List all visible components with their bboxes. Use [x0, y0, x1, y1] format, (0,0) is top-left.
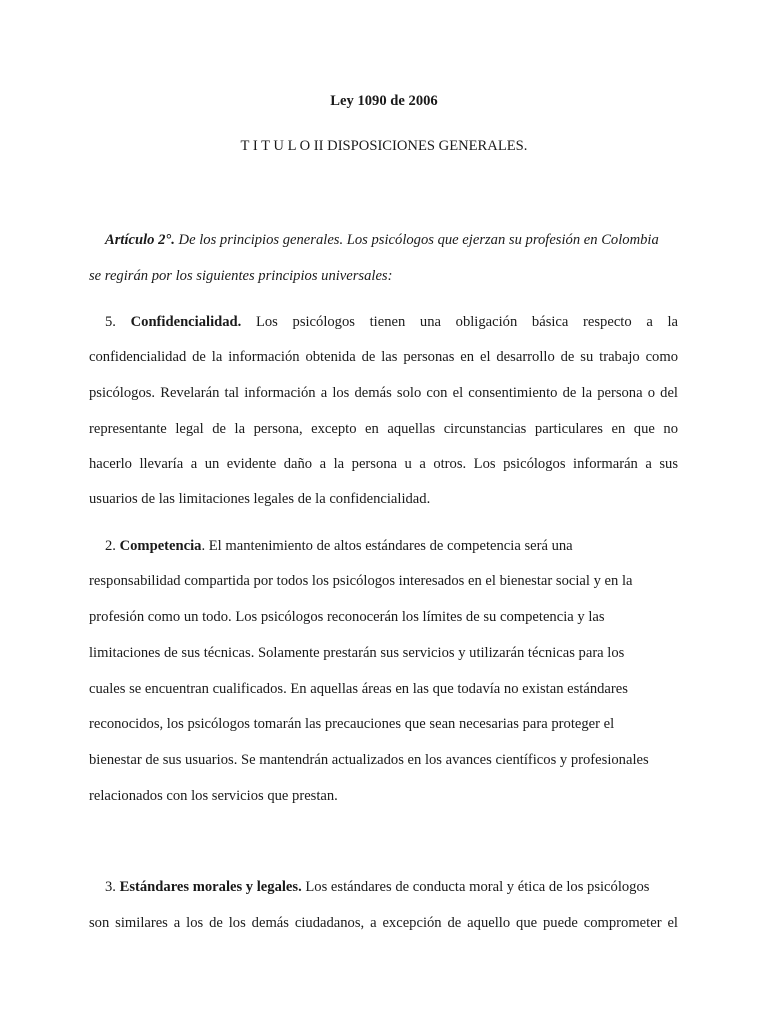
section-text-line: son similares a los de los demás ciudadanos, a excepción de aquello que puede comprometer el: [89, 915, 678, 931]
section-text-line: cuales se encuentran cualificados. En aquellas áreas en las que todavía no existan estándares: [89, 681, 628, 697]
section-text-line: profesión como un todo. Los psicólogos reconocerán los límites de su competencia y las: [89, 609, 605, 625]
article-line-2: se regirán por los siguientes principios universales:: [89, 268, 393, 284]
article-text: De los principios generales. Los psicólogos que ejerzan su profesión en Colombia: [174, 232, 659, 248]
section-number: 5.: [105, 314, 131, 330]
section-number: 3.: [105, 879, 120, 895]
section-text-line: hacerlo llevaría a un evidente daño a la persona u a otros. Los psicólogos informarán a sus: [89, 456, 678, 472]
article-heading: Artículo 2°.: [105, 232, 175, 248]
section-text-line: representante legal de la persona, excepto en aquellas circunstancias particulares en que no: [89, 421, 678, 437]
section-number: 2.: [105, 538, 120, 554]
section-text-line: bienestar de sus usuarios. Se mantendrán actualizados en los avances científicos y profesionales: [89, 752, 649, 768]
section-estandares-line-1: 3. Estándares morales y legales. Los estándares de conducta moral y ética de los psicólogos: [105, 879, 650, 895]
section-confidencialidad-line-1: 5. Confidencialidad. Los psicólogos tienen una obligación básica respecto a la: [105, 314, 678, 330]
section-text-line: reconocidos, los psicólogos tomarán las precauciones que sean necesarias para proteger el: [89, 716, 615, 732]
section-heading: Estándares morales y legales.: [119, 879, 302, 895]
section-text-line: relacionados con los servicios que prestan.: [89, 788, 338, 804]
section-heading: Competencia: [119, 538, 202, 554]
section-text-line: limitaciones de sus técnicas. Solamente prestarán sus servicios y utilizarán técnicas para los: [89, 645, 625, 661]
document-subtitle: T I T U L O II DISPOSICIONES GENERALES.: [240, 138, 528, 154]
section-text-line: usuarios de las limitaciones legales de la confidencialidad.: [89, 491, 431, 507]
article-line-1: [105, 233, 659, 248]
section-text-line: responsabilidad compartida por todos los psicólogos interesados en el bienestar social y en la: [89, 573, 633, 589]
section-competencia-line-1: 2. Competencia. El mantenimiento de altos estándares de competencia será una: [105, 538, 573, 554]
section-text-line: psicólogos. Revelarán tal información a los demás solo con el consentimiento de la persona o del: [89, 385, 678, 401]
section-heading: Confidencialidad.: [130, 314, 242, 330]
document-title: Ley 1090 de 2006: [330, 93, 438, 109]
section-text-line: confidencialidad de la información obtenida de las personas en el desarrollo de su trabajo como: [89, 349, 678, 365]
